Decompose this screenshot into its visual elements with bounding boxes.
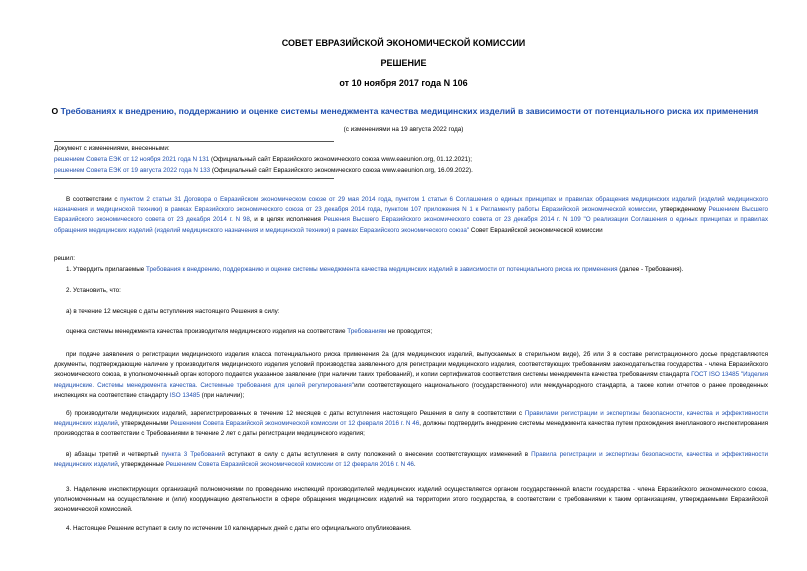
amendments-intro: Документ с изменениями, внесенными:	[54, 145, 170, 152]
resolved-label: решил:	[54, 255, 75, 262]
amendment-link-2021[interactable]: решением Совета ЕЭК от 12 ноября 2021 года N 131	[54, 156, 210, 163]
clause-text: б) производители медицинских изделий, зарегистрированных в течение 12 месяцев с даты вступления настоящего Решения в силу в соответствии с	[66, 410, 525, 417]
iso-13485-link[interactable]: ISO 13485	[169, 391, 200, 399]
requirements-link[interactable]: Требованиям	[347, 328, 387, 335]
preamble-text: Совет Евразийской экономической комиссии	[469, 226, 603, 234]
document-type: РЕШЕНИЕ	[380, 58, 427, 68]
council-decision-98-link[interactable]: Решением Высшего Евразийского экономического совета от 23 декабря 2014 г. N 98	[54, 206, 769, 224]
preamble-paragraph	[54, 195, 768, 236]
preamble-text: В соответствии с	[66, 196, 121, 203]
item-1-text: 1. Утвердить прилагаемые	[66, 266, 146, 273]
amendment-item	[54, 154, 714, 165]
item-1-text: (далее - Требования).	[617, 266, 684, 273]
requirements-link[interactable]: Требования к внедрению, поддержанию и оценке системы менеджмента качества медицинских изделий в зависимости от потенциального риска их применения	[146, 266, 618, 273]
clause-text: не проводится;	[386, 328, 433, 335]
preamble-text: ,	[390, 196, 396, 203]
council-decision-109-link[interactable]: Решения Высшего Евразийского экономического совета от 23 декабря 2014 г. N 109 "О реализации Соглашения о единых принципах и правилах обращения медицинских изделий (изделий медицинского назначения и медицинской техники) в рамках Евразийского экономического союза"	[54, 216, 769, 234]
clause-text: , должны подтвердить внедрение системы менеджмента качества путем прохождения внепланового инспектирования производства в соответствии с Требованиями в течение 2 лет с даты регистрации медицинского изделия;	[54, 420, 769, 438]
edition-note: (с изменениями на 19 августа 2022 года)	[343, 126, 464, 133]
document-subject	[40, 106, 770, 116]
amendments-top-divider	[54, 141, 334, 142]
item-2c-paragraph	[54, 450, 768, 470]
commission-regulation-link[interactable]: пунктом 107 приложения N 1 к Регламенту работы Евразийской экономической комиссии	[384, 206, 656, 214]
commission-decision-46-link[interactable]: Решением Совета Евразийской экономической комиссии от 12 февраля 2016 г. N 46	[165, 461, 414, 469]
amendment-source-2021: (Официальный сайт Евразийского экономического союза www.eaeunion.org, 01.12.2021);	[209, 156, 472, 163]
amendment-source-2022: (Официальный сайт Евразийского экономического союза www.eaeunion.org, 16.09.2022).	[210, 167, 473, 174]
item-2a-paragraph: а) в течение 12 месяцев с даты вступления настоящего Решения в силу:	[66, 308, 280, 315]
clause-text: .	[413, 461, 416, 469]
item-3-paragraph: 3. Наделение инспектирующих организаций полномочиями по проведению инспекций производителей медицинских изделий осуществляется органом государственной власти государства - члена Евразийского экономического союза, уполномоченным на осуществление и (или) координацию деятельности в сфере обращения медицинских изделий на территории этого государства, в соответствии с требованиями к таким организациям, утверждаемыми Евразийской экономической комиссией.	[54, 486, 768, 514]
preamble-text: ,	[380, 206, 385, 214]
subject-prefix: О	[51, 106, 61, 116]
item-2b-paragraph	[54, 409, 768, 440]
commission-decision-46-link[interactable]: Решением Совета Евразийской экономической комиссии от 12 февраля 2016 г. N 46	[170, 420, 420, 428]
preamble-text: , и в целях исполнения	[249, 216, 324, 224]
item-1-paragraph	[54, 265, 768, 275]
clause-text: (при наличии);	[199, 391, 245, 399]
clause-text: при подаче заявления о регистрации медицинского изделия класса потенциального риска применения 2а (для медицинских изделий, выпускаемых в стерильном виде), 2б или 3 в составе регистрационного досье представляются документы, подтверждающие наличие у производителя медицинского изделия условий производства заявленного для регистрации медицинского изделия, соответствующих требованиям законодательства государства - члена Евразийского экономического союза, в уполномоченный орган которого подается указанное заявление (при наличии таких требований), и копии сертификатов соответствия системы менеджмента качества требованиям стандарта	[54, 351, 768, 379]
clause-text: , утвержденные	[117, 461, 166, 469]
registration-rules-link[interactable]: Правилами регистрации и экспертизы безопасности, качества и эффективности медицинских изделий	[54, 410, 768, 428]
item-4-paragraph: 4. Настоящее Решение вступает в силу по истечении 10 календарных дней с даты его официального опубликования.	[66, 525, 412, 532]
registration-rules-link[interactable]: Правила регистрации и экспертизы безопасности, качества и эффективности медицинских изделий	[54, 451, 768, 469]
amendments-bottom-divider	[54, 178, 334, 179]
item-2-paragraph: 2. Установить, что:	[66, 287, 121, 294]
amendment-link-2022[interactable]: решением Совета ЕЭК от 19 августа 2022 года N 133	[54, 167, 211, 174]
gost-iso-13485-link[interactable]: ГОСТ ISO 13485 "Изделия медицинские. Системы менеджмента качества. Системные требования для целей регулирования"	[54, 371, 769, 389]
clause-text: , утвержденными	[117, 420, 171, 428]
clause-text: оценка системы менеджмента качества производителя медицинского изделия на соответствие	[66, 328, 348, 335]
clause-text: в) абзацы третий и четвертый	[66, 451, 162, 458]
preamble-text: , утвержденному	[655, 206, 709, 214]
item-2a-first-clause	[54, 327, 768, 337]
treaty-article-link[interactable]: пунктом 2 статьи 31 Договора о Евразийском экономическом союзе от 29 мая 2014 года	[120, 196, 391, 203]
agreement-article-link[interactable]: пунктом 1 статьи 6 Соглашения о единых принципах и правилах обращения медицинских изделий (изделий медицинского назначения и медицинской техники) в рамках Евразийского экономического союза от 23 декабря 2014 года	[54, 196, 769, 214]
item-2a-second-clause	[54, 350, 768, 401]
clause-text: или соответствующего национального (государственного) или международного стандарта, а также копии отчетов о ранее проведенных инспекциях на соответствие стандарту	[54, 381, 768, 399]
requirements-point-3-link[interactable]: пункта 3 Требований	[161, 451, 226, 458]
amendment-item	[54, 165, 714, 176]
subject-requirements-link[interactable]: Требованиях к внедрению, поддержанию и оценке системы менеджмента качества медицинских изделий в зависимости от потенциального риска их применения	[60, 106, 759, 116]
council-title: СОВЕТ ЕВРАЗИЙСКОЙ ЭКОНОМИЧЕСКОЙ КОМИССИИ	[281, 38, 526, 48]
clause-text: вступают в силу с даты вступления в силу положений о внесении соответствующих изменений в	[225, 451, 532, 458]
document-date-number: от 10 ноября 2017 года N 106	[339, 78, 468, 88]
